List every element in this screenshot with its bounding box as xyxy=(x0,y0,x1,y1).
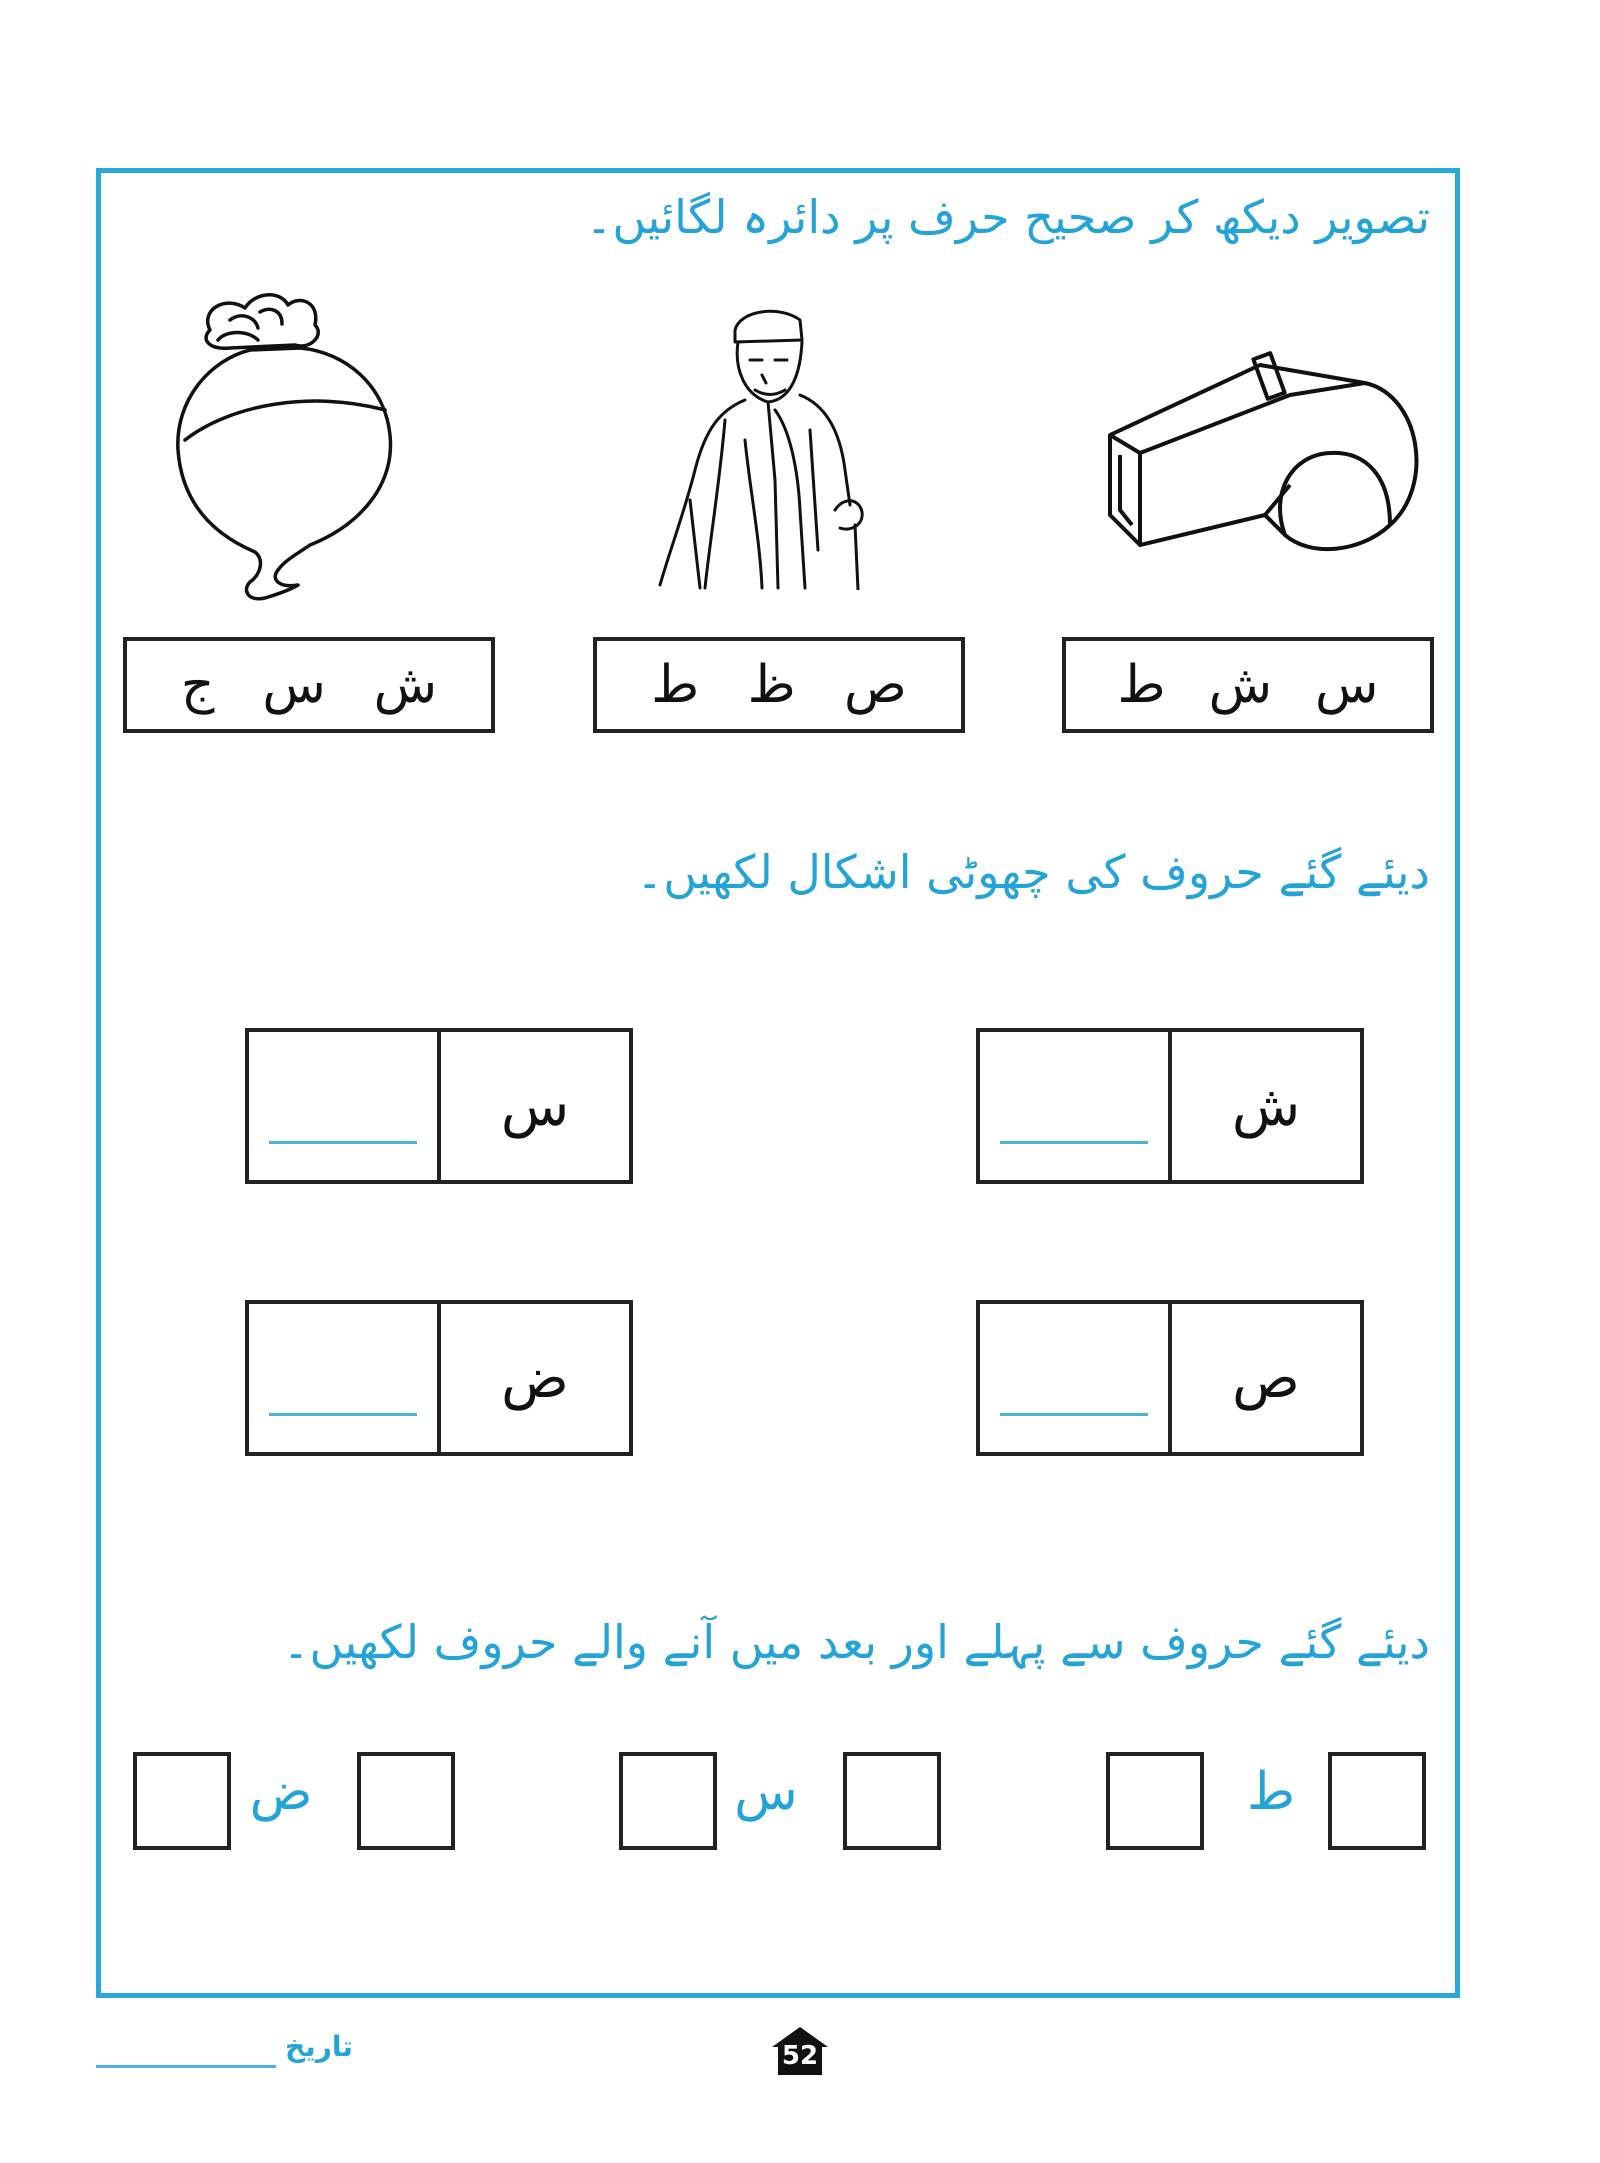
date-line[interactable] xyxy=(96,2065,276,2068)
answer-box[interactable] xyxy=(133,1752,231,1850)
choice-letter[interactable]: ط xyxy=(1117,655,1166,715)
given-letter: ص xyxy=(1232,1345,1300,1411)
answer-line xyxy=(269,1413,417,1416)
answer-line xyxy=(269,1141,417,1144)
answer-line xyxy=(1000,1413,1148,1416)
section3-heading: دیئے گئے حروف سے پہلے اور بعد میں آنے والے حروف لکھیں۔ xyxy=(282,1615,1430,1669)
letter-pair xyxy=(976,1300,1364,1456)
given-letter: س xyxy=(500,1073,570,1139)
choice-letter[interactable]: ط xyxy=(651,655,700,715)
answer-cell[interactable] xyxy=(980,1032,1172,1180)
given-letter: ض xyxy=(501,1345,569,1411)
turnip-icon xyxy=(170,290,410,605)
choice-letter[interactable]: ص xyxy=(843,655,907,715)
answer-box[interactable] xyxy=(1106,1752,1204,1850)
given-letter: س xyxy=(734,1762,798,1822)
answer-box[interactable] xyxy=(843,1752,941,1850)
choice-letter[interactable]: س xyxy=(1315,655,1379,715)
given-letter: ش xyxy=(1231,1073,1301,1139)
old-man-icon xyxy=(650,300,905,590)
choice-letter[interactable]: ش xyxy=(1208,655,1273,715)
section1-heading: تصویر دیکھ کر صحیح حرف پر دائرہ لگائیں۔ xyxy=(585,190,1430,244)
answer-box[interactable] xyxy=(357,1752,455,1850)
page-number-badge xyxy=(770,2025,830,2077)
letter-pair xyxy=(245,1028,633,1184)
date-label: تاریخ xyxy=(285,2030,353,2063)
answer-box[interactable] xyxy=(1328,1752,1426,1850)
letter-pair xyxy=(245,1300,633,1456)
answer-cell[interactable] xyxy=(980,1304,1172,1452)
choice-letter[interactable]: ش xyxy=(373,655,438,715)
choice-box-turnip xyxy=(123,637,495,733)
given-letter: ط xyxy=(1246,1762,1296,1822)
section2-heading: دیئے گئے حروف کی چھوٹی اشکال لکھیں۔ xyxy=(636,845,1430,899)
answer-cell[interactable] xyxy=(249,1032,441,1180)
choice-letter[interactable]: ج xyxy=(180,655,215,715)
answer-cell[interactable] xyxy=(249,1304,441,1452)
letter-pair xyxy=(976,1028,1364,1184)
page-number: 52 xyxy=(781,2041,819,2071)
given-letter: ض xyxy=(249,1762,313,1822)
answer-box[interactable] xyxy=(619,1752,717,1850)
choice-letter[interactable]: ظ xyxy=(747,655,796,715)
answer-line xyxy=(1000,1141,1148,1144)
whistle-icon xyxy=(1100,335,1430,560)
choice-letter[interactable]: س xyxy=(262,655,326,715)
choice-box-whistle xyxy=(1062,637,1434,733)
choice-box-old-man xyxy=(593,637,965,733)
